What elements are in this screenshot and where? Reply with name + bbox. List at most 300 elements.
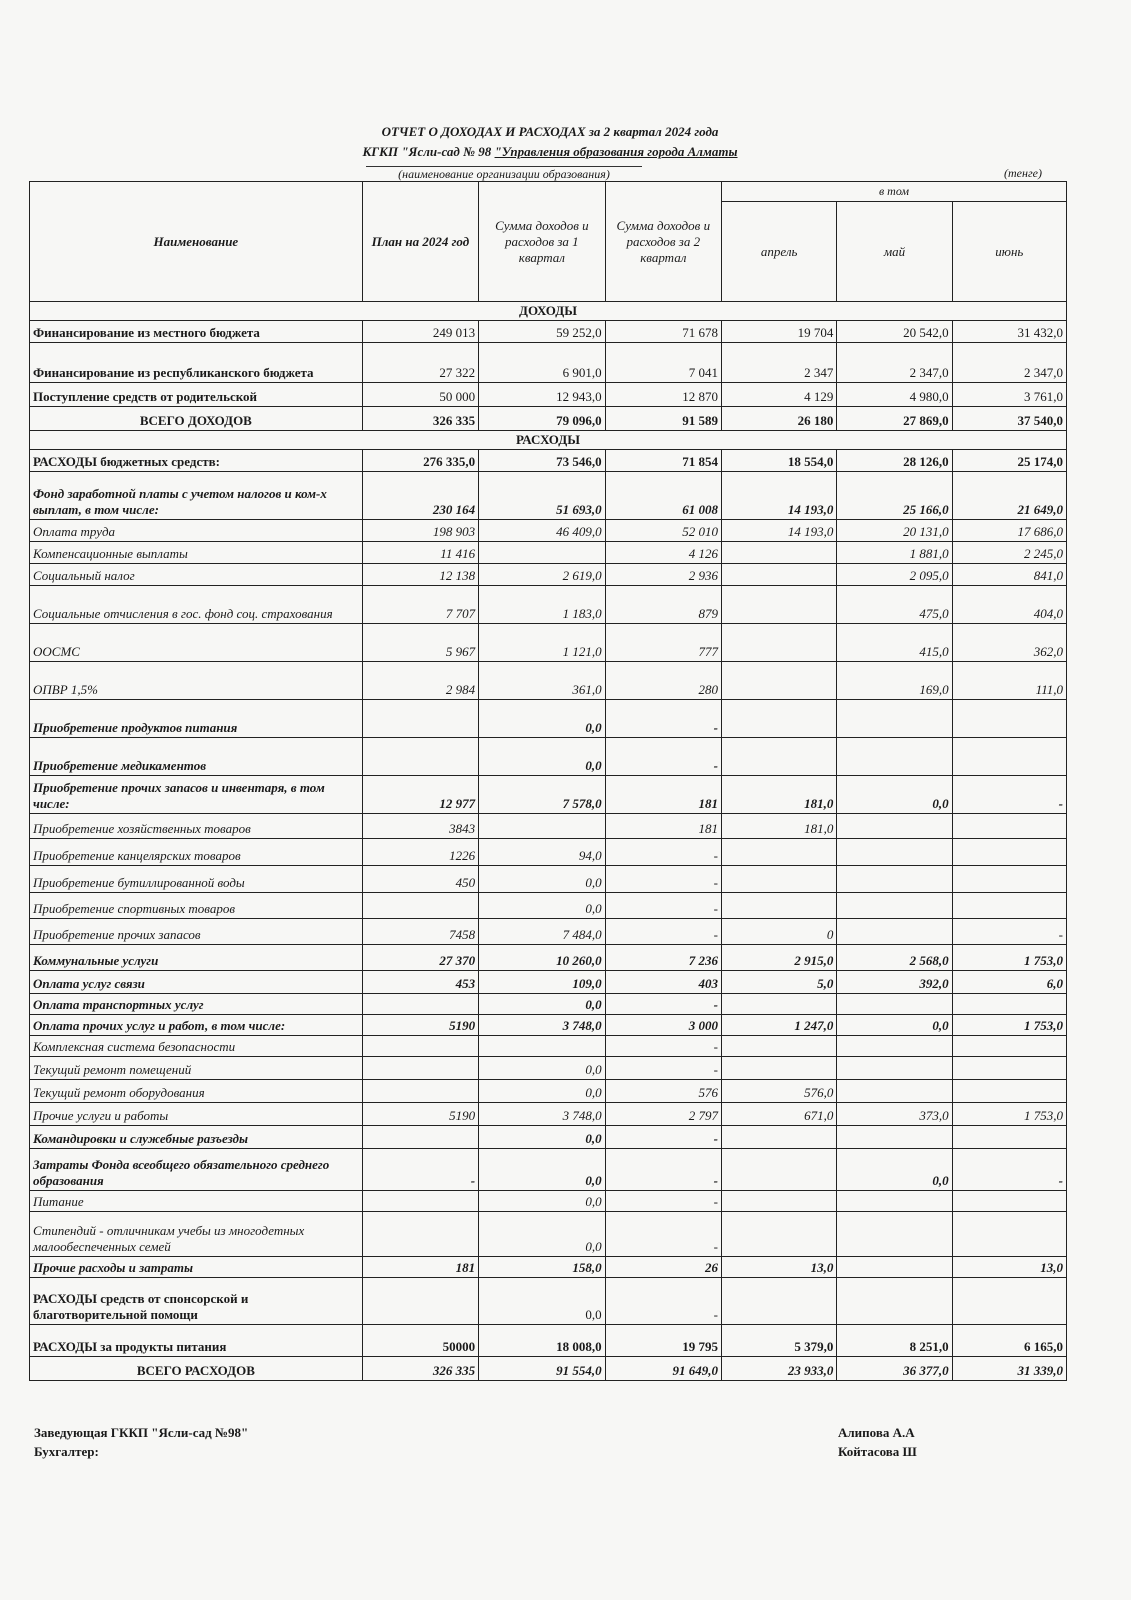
table-row [30, 1015, 1067, 1036]
cell-plan: 450 [362, 866, 478, 893]
cell-q1: 73 546,0 [479, 450, 606, 472]
table-row [30, 1057, 1067, 1080]
cell-q1: 51 693,0 [479, 472, 606, 520]
cell-q1: 0,0 [479, 893, 606, 919]
cell-plan: 326 335 [362, 407, 478, 431]
section-income-label: ДОХОДЫ [30, 302, 1067, 321]
cell-q1: 0,0 [479, 738, 606, 776]
cell-q2: 71 678 [605, 321, 721, 343]
cell-name: ВСЕГО РАСХОДОВ [30, 1357, 363, 1381]
cell-may [837, 866, 952, 893]
cell-name: ВСЕГО ДОХОДОВ [30, 407, 363, 431]
cell-apr [721, 542, 836, 564]
table-row [30, 1036, 1067, 1057]
cell-jun [952, 1126, 1066, 1149]
cell-plan: 27 370 [362, 945, 478, 971]
cell-may: 1 881,0 [837, 542, 952, 564]
cell-apr [721, 1057, 836, 1080]
cell-plan [362, 1080, 478, 1103]
table-row [30, 839, 1067, 866]
cell-jun: 3 761,0 [952, 383, 1066, 407]
cell-plan: 2 984 [362, 662, 478, 700]
cell-jun: 1 753,0 [952, 945, 1066, 971]
table-row [30, 450, 1067, 472]
table-row [30, 1257, 1067, 1278]
cell-q1: 94,0 [479, 839, 606, 866]
table-row [30, 1191, 1067, 1212]
cell-apr [721, 700, 836, 738]
cell-apr [721, 866, 836, 893]
cell-may: 36 377,0 [837, 1357, 952, 1381]
cell-may [837, 700, 952, 738]
cell-plan [362, 700, 478, 738]
cell-jun [952, 1278, 1066, 1325]
cell-name: Оплата услуг связи [30, 971, 363, 994]
cell-jun [952, 1191, 1066, 1212]
cell-q2: 879 [605, 586, 721, 624]
header-name: Наименование [30, 182, 363, 302]
cell-may [837, 1212, 952, 1257]
cell-plan [362, 1057, 478, 1080]
cell-q1: 0,0 [479, 1212, 606, 1257]
cell-may: 415,0 [837, 624, 952, 662]
table-row [30, 564, 1067, 586]
cell-q2: - [605, 1036, 721, 1057]
cell-q1: 18 008,0 [479, 1325, 606, 1357]
cell-name: Приобретение продуктов питания [30, 700, 363, 738]
cell-apr: 13,0 [721, 1257, 836, 1278]
cell-apr [721, 738, 836, 776]
table-row [30, 343, 1067, 383]
cell-jun: - [952, 776, 1066, 814]
cell-q1: 6 901,0 [479, 343, 606, 383]
cell-q2: 71 854 [605, 450, 721, 472]
cell-apr: 576,0 [721, 1080, 836, 1103]
header-group: в том [721, 182, 1066, 202]
cell-apr: 18 554,0 [721, 450, 836, 472]
cell-may [837, 738, 952, 776]
cell-jun [952, 1212, 1066, 1257]
cell-jun [952, 1080, 1066, 1103]
cell-jun: 25 174,0 [952, 450, 1066, 472]
cell-name: Стипендий - отличникам учебы из многодетных малообеспеченных семей [30, 1212, 363, 1257]
cell-may: 0,0 [837, 776, 952, 814]
cell-name: Приобретение хозяйственных товаров [30, 814, 363, 839]
cell-jun: 404,0 [952, 586, 1066, 624]
header-june: июнь [952, 202, 1066, 302]
cell-apr [721, 1191, 836, 1212]
accountant-label: Бухгалтер: [34, 1444, 99, 1459]
cell-jun: 2 245,0 [952, 542, 1066, 564]
cell-name: Приобретение прочих запасов и инвентаря, в том числе: [30, 776, 363, 814]
cell-name: РАСХОДЫ за продукты питания [30, 1325, 363, 1357]
cell-plan: 12 138 [362, 564, 478, 586]
cell-name: Приобретение медикаментов [30, 738, 363, 776]
cell-q2: 91 589 [605, 407, 721, 431]
cell-plan [362, 738, 478, 776]
cell-may: 25 166,0 [837, 472, 952, 520]
cell-q1: 361,0 [479, 662, 606, 700]
cell-q2: - [605, 1191, 721, 1212]
cell-jun: 31 339,0 [952, 1357, 1066, 1381]
cell-q2: - [605, 1057, 721, 1080]
table-row [30, 776, 1067, 814]
cell-q1: 2 619,0 [479, 564, 606, 586]
cell-apr [721, 893, 836, 919]
table-row [30, 700, 1067, 738]
cell-may [837, 1036, 952, 1057]
head-name: Алипова А.А [838, 1425, 915, 1440]
cell-apr: 14 193,0 [721, 520, 836, 542]
cell-may [837, 1080, 952, 1103]
cell-plan: - [362, 1149, 478, 1191]
cell-may [837, 1126, 952, 1149]
cell-q1 [479, 1036, 606, 1057]
table-row [30, 971, 1067, 994]
cell-jun [952, 994, 1066, 1015]
cell-name: РАСХОДЫ средств от спонсорской и благотворительной помощи [30, 1278, 363, 1325]
income-total-row [30, 407, 1067, 431]
cell-plan: 326 335 [362, 1357, 478, 1381]
cell-q2: - [605, 866, 721, 893]
cell-q1 [479, 542, 606, 564]
cell-q2: 4 126 [605, 542, 721, 564]
table-row [30, 1103, 1067, 1126]
cell-may: 2 347,0 [837, 343, 952, 383]
cell-plan: 27 322 [362, 343, 478, 383]
cell-name: Оплата труда [30, 520, 363, 542]
cell-plan: 249 013 [362, 321, 478, 343]
cell-q2: - [605, 738, 721, 776]
cell-q2: 777 [605, 624, 721, 662]
cell-apr: 23 933,0 [721, 1357, 836, 1381]
cell-q1: 10 260,0 [479, 945, 606, 971]
cell-jun: 17 686,0 [952, 520, 1066, 542]
cell-q2: - [605, 700, 721, 738]
table-row [30, 472, 1067, 520]
cell-name: Социальный налог [30, 564, 363, 586]
cell-apr: 26 180 [721, 407, 836, 431]
table-row [30, 1325, 1067, 1357]
cell-jun: - [952, 919, 1066, 945]
table-row [30, 1278, 1067, 1325]
cell-apr: 4 129 [721, 383, 836, 407]
organization-name: КГКП "Ясли-сад № 98 [362, 144, 495, 159]
cell-plan: 1226 [362, 839, 478, 866]
cell-may: 2 095,0 [837, 564, 952, 586]
header-q2: Сумма доходов и расходов за 2 квартал [605, 182, 721, 302]
table-row [30, 893, 1067, 919]
cell-q2: 403 [605, 971, 721, 994]
header-april: апрель [721, 202, 836, 302]
cell-plan: 181 [362, 1257, 478, 1278]
cell-plan [362, 1126, 478, 1149]
cell-jun: - [952, 1149, 1066, 1191]
cell-may: 20 542,0 [837, 321, 952, 343]
cell-name: Коммунальные услуги [30, 945, 363, 971]
cell-q1: 109,0 [479, 971, 606, 994]
cell-q1: 0,0 [479, 1278, 606, 1325]
cell-q2: 2 797 [605, 1103, 721, 1126]
cell-q1: 0,0 [479, 1080, 606, 1103]
cell-plan: 230 164 [362, 472, 478, 520]
table-row [30, 866, 1067, 893]
table-row [30, 919, 1067, 945]
cell-may: 4 980,0 [837, 383, 952, 407]
cell-jun: 6 165,0 [952, 1325, 1066, 1357]
cell-q2: 181 [605, 814, 721, 839]
cell-q1: 1 183,0 [479, 586, 606, 624]
cell-plan: 12 977 [362, 776, 478, 814]
cell-may [837, 839, 952, 866]
cell-q1: 7 578,0 [479, 776, 606, 814]
cell-apr [721, 662, 836, 700]
cell-q2: 12 870 [605, 383, 721, 407]
cell-plan: 7 707 [362, 586, 478, 624]
cell-q2: 576 [605, 1080, 721, 1103]
cell-plan: 5190 [362, 1015, 478, 1036]
section-expense-label: РАСХОДЫ [30, 431, 1067, 450]
cell-name: Финансирование из местного бюджета [30, 321, 363, 343]
cell-name: Компенсационные выплаты [30, 542, 363, 564]
cell-jun [952, 893, 1066, 919]
cell-plan [362, 994, 478, 1015]
cell-name: Приобретение прочих запасов [30, 919, 363, 945]
table-row [30, 1126, 1067, 1149]
cell-q2: 91 649,0 [605, 1357, 721, 1381]
cell-name: Оплата транспортных услуг [30, 994, 363, 1015]
cell-may: 169,0 [837, 662, 952, 700]
header-may: май [837, 202, 952, 302]
cell-jun [952, 839, 1066, 866]
cell-plan [362, 1036, 478, 1057]
cell-q2: 280 [605, 662, 721, 700]
cell-jun: 13,0 [952, 1257, 1066, 1278]
cell-q2: - [605, 1212, 721, 1257]
cell-may: 0,0 [837, 1149, 952, 1191]
table-body [30, 302, 1067, 1381]
table-row [30, 738, 1067, 776]
cell-name: Прочие услуги и работы [30, 1103, 363, 1126]
cell-q2: 7 236 [605, 945, 721, 971]
cell-q2: - [605, 1126, 721, 1149]
cell-q1: 1 121,0 [479, 624, 606, 662]
cell-q1 [479, 814, 606, 839]
cell-q1: 0,0 [479, 1126, 606, 1149]
cell-q1: 12 943,0 [479, 383, 606, 407]
cell-q1: 0,0 [479, 700, 606, 738]
cell-may [837, 994, 952, 1015]
organization-caption: (наименование организации образования) [366, 166, 642, 182]
accountant-name: Койтасова Ш [838, 1444, 917, 1459]
table-row [30, 542, 1067, 564]
cell-may: 8 251,0 [837, 1325, 952, 1357]
cell-jun: 1 753,0 [952, 1103, 1066, 1126]
cell-jun: 37 540,0 [952, 407, 1066, 431]
cell-q1: 0,0 [479, 1191, 606, 1212]
cell-plan [362, 1191, 478, 1212]
header-plan: План на 2024 год [362, 182, 478, 302]
cell-may: 27 869,0 [837, 407, 952, 431]
cell-q1: 7 484,0 [479, 919, 606, 945]
cell-q2: - [605, 839, 721, 866]
cell-name: Комплексная система безопасности [30, 1036, 363, 1057]
cell-may [837, 1257, 952, 1278]
cell-jun: 6,0 [952, 971, 1066, 994]
cell-apr [721, 1278, 836, 1325]
organization-title [0, 144, 1100, 160]
cell-name: Питание [30, 1191, 363, 1212]
cell-may [837, 814, 952, 839]
cell-may [837, 919, 952, 945]
cell-may [837, 1278, 952, 1325]
cell-q2: 19 795 [605, 1325, 721, 1357]
cell-name: Поступление средств от родительской [30, 383, 363, 407]
cell-jun [952, 866, 1066, 893]
cell-plan: 11 416 [362, 542, 478, 564]
cell-q1: 46 409,0 [479, 520, 606, 542]
cell-q2: 2 936 [605, 564, 721, 586]
report-table [29, 181, 1067, 1381]
cell-plan: 7458 [362, 919, 478, 945]
cell-q1: 0,0 [479, 866, 606, 893]
table-row [30, 1080, 1067, 1103]
cell-apr [721, 1212, 836, 1257]
cell-may: 28 126,0 [837, 450, 952, 472]
cell-q1: 0,0 [479, 1057, 606, 1080]
table-row [30, 945, 1067, 971]
cell-may: 0,0 [837, 1015, 952, 1036]
cell-apr: 2 915,0 [721, 945, 836, 971]
cell-may [837, 1057, 952, 1080]
cell-apr: 14 193,0 [721, 472, 836, 520]
cell-name: Приобретение бутиллированной воды [30, 866, 363, 893]
section-income [30, 302, 1067, 321]
organization-department: "Управления образования города Алматы [494, 144, 738, 159]
cell-may: 373,0 [837, 1103, 952, 1126]
cell-jun: 31 432,0 [952, 321, 1066, 343]
table-row [30, 383, 1067, 407]
cell-name: Текущий ремонт помещений [30, 1057, 363, 1080]
cell-apr [721, 624, 836, 662]
cell-plan [362, 893, 478, 919]
cell-apr: 181,0 [721, 776, 836, 814]
cell-apr: 2 347 [721, 343, 836, 383]
currency-label: (тенге) [1004, 166, 1042, 180]
cell-q1: 3 748,0 [479, 1015, 606, 1036]
cell-q2: - [605, 994, 721, 1015]
cell-q1: 3 748,0 [479, 1103, 606, 1126]
table-row [30, 624, 1067, 662]
cell-q1: 158,0 [479, 1257, 606, 1278]
cell-may: 475,0 [837, 586, 952, 624]
cell-name: Финансирование из республиканского бюджета [30, 343, 363, 383]
cell-apr [721, 1126, 836, 1149]
cell-name: Приобретение канцелярских товаров [30, 839, 363, 866]
cell-jun [952, 738, 1066, 776]
cell-plan [362, 1212, 478, 1257]
cell-name: Фонд заработной платы с учетом налогов и ком-х выплат, в том числе: [30, 472, 363, 520]
expense-total-row [30, 1357, 1067, 1381]
cell-name: Приобретение спортивных товаров [30, 893, 363, 919]
cell-name: Прочие расходы и затраты [30, 1257, 363, 1278]
table-row [30, 586, 1067, 624]
cell-plan: 3843 [362, 814, 478, 839]
table-row [30, 1212, 1067, 1257]
cell-may [837, 1191, 952, 1212]
cell-jun: 841,0 [952, 564, 1066, 586]
cell-apr: 5,0 [721, 971, 836, 994]
section-expense [30, 431, 1067, 450]
cell-apr: 1 247,0 [721, 1015, 836, 1036]
cell-name: Оплата прочих услуг и работ, в том числе: [30, 1015, 363, 1036]
cell-jun: 21 649,0 [952, 472, 1066, 520]
cell-may: 20 131,0 [837, 520, 952, 542]
cell-q2: 52 010 [605, 520, 721, 542]
cell-jun [952, 1036, 1066, 1057]
cell-plan [362, 1278, 478, 1325]
cell-apr: 181,0 [721, 814, 836, 839]
cell-apr [721, 839, 836, 866]
cell-q1: 0,0 [479, 1149, 606, 1191]
cell-name: Социальные отчисления в гос. фонд соц. страхования [30, 586, 363, 624]
table-row [30, 662, 1067, 700]
cell-jun: 111,0 [952, 662, 1066, 700]
cell-q1: 59 252,0 [479, 321, 606, 343]
table-row [30, 1149, 1067, 1191]
cell-apr [721, 994, 836, 1015]
cell-plan: 5 967 [362, 624, 478, 662]
cell-jun [952, 700, 1066, 738]
cell-plan: 50 000 [362, 383, 478, 407]
cell-plan: 50000 [362, 1325, 478, 1357]
cell-name: ООСМС [30, 624, 363, 662]
cell-q2: - [605, 893, 721, 919]
cell-name: Командировки и служебные разъезды [30, 1126, 363, 1149]
cell-name: ОПВР 1,5% [30, 662, 363, 700]
cell-jun [952, 814, 1066, 839]
table-row [30, 814, 1067, 839]
cell-plan: 198 903 [362, 520, 478, 542]
cell-q2: - [605, 1149, 721, 1191]
table-row [30, 520, 1067, 542]
cell-apr [721, 564, 836, 586]
cell-jun [952, 1057, 1066, 1080]
cell-apr: 5 379,0 [721, 1325, 836, 1357]
cell-plan: 276 335,0 [362, 450, 478, 472]
cell-q1: 91 554,0 [479, 1357, 606, 1381]
cell-may [837, 893, 952, 919]
table-row [30, 994, 1067, 1015]
cell-q2: 26 [605, 1257, 721, 1278]
cell-q1: 79 096,0 [479, 407, 606, 431]
cell-jun: 362,0 [952, 624, 1066, 662]
cell-q2: - [605, 919, 721, 945]
cell-name: Текущий ремонт оборудования [30, 1080, 363, 1103]
cell-name: РАСХОДЫ бюджетных средств: [30, 450, 363, 472]
cell-q2: 3 000 [605, 1015, 721, 1036]
cell-q2: 61 008 [605, 472, 721, 520]
cell-apr [721, 1036, 836, 1057]
cell-may: 392,0 [837, 971, 952, 994]
table-row [30, 321, 1067, 343]
cell-plan: 5190 [362, 1103, 478, 1126]
cell-plan: 453 [362, 971, 478, 994]
cell-apr: 671,0 [721, 1103, 836, 1126]
cell-may: 2 568,0 [837, 945, 952, 971]
cell-apr [721, 1149, 836, 1191]
report-title: ОТЧЕТ О ДОХОДАХ И РАСХОДАХ за 2 квартал 2024 года [381, 124, 719, 139]
